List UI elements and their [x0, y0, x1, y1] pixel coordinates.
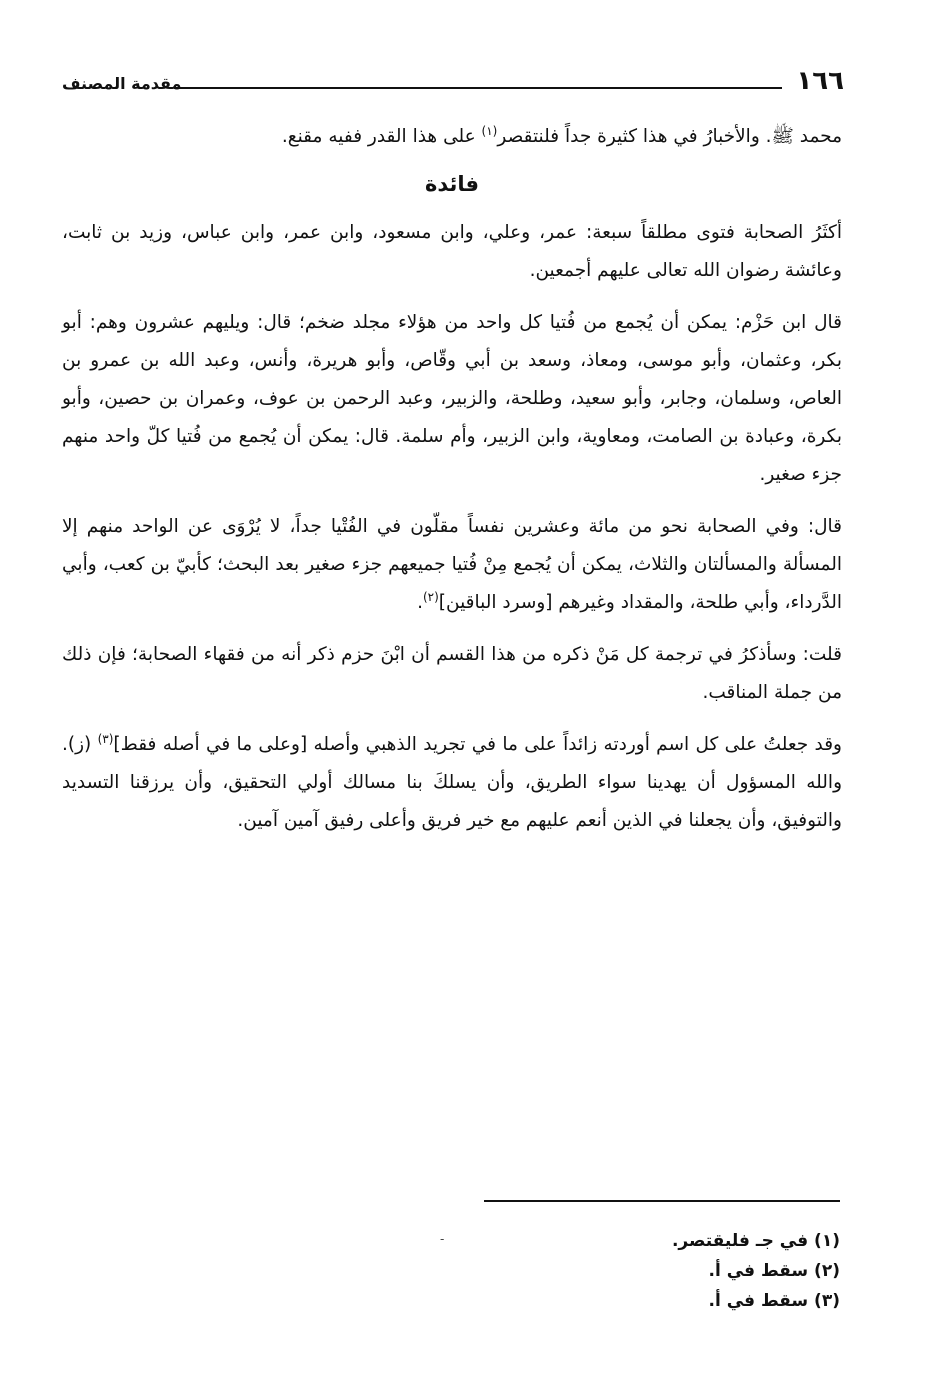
- footnote-2: (٢) سقط في أ.: [708, 1261, 840, 1281]
- scan-speck: -: [440, 1232, 445, 1246]
- footnote-ref-3: (٣): [97, 731, 114, 746]
- paragraph-0: [62, 118, 842, 156]
- running-title: مقدمة المصنف: [62, 74, 182, 93]
- page-number: ١٦٦: [796, 66, 844, 96]
- paragraph-5-text: وقد جعلتُ على كل اسم أوردته زائداً على ما في تجريد الذهبي وأصله [وعلى ما في أصله فقط]: [113, 734, 842, 755]
- footnotes: [480, 1226, 840, 1316]
- paragraph-3-end: .: [417, 592, 423, 613]
- footnote-ref-2: (٢): [422, 589, 439, 604]
- paragraph-1: أكثَرُ الصحابة فتوى مطلقاً سبعة: عمر، وعلي، وابن مسعود، وابن عمر، وابن عباس، وزيد بن ثابت، وعائشة رضوان الله تعالى عليهم أجمعين.: [62, 222, 842, 281]
- paragraph-2: قال ابن حَزْم: يمكن أن يُجمع من فُتيا كل واحد من هؤلاء مجلد ضخم؛ قال: ويليهم عشرون وهم: أبو بكر، وعثمان، وأبو موسى، ومعاذ، وسعد بن أبي وقّاص، وأبو هريرة، وأنس، وعبد الله بن عمرو بن العاص، وسلمان، وجابر، وأبو سعيد، وطلحة، والزبير، وعبد الرحمن بن عوف، وعمران بن حصين، وأبو بكرة، وعبادة بن الصامت، ومعاوية، وابن الزبير، وأم سلمة. قال: يمكن أن يُجمع من فُتيا كلّ واحد منهم جزء صغير.: [62, 312, 842, 485]
- page-header: [62, 62, 844, 102]
- paragraph-3-text: قال: وفي الصحابة نحو من مائة وعشرين نفساً مقلّون في الفُتْيا جداً، لا يُرْوَى عن الواحد منهم إلا المسألة والمسألتان والثلاث، يمكن أن يُجمع مِنْ فُتيا جميعهم جزء صغير بعد البحث؛ كأبيّ بن كعب، وأبي الدَّرداء، وأبي طلحة، والمقداد وغيرهم [وسرد الباقين]: [62, 516, 842, 613]
- main-text: [62, 118, 842, 854]
- paragraph-5: [62, 726, 842, 840]
- paragraph-3: [62, 508, 842, 622]
- paragraph-4: قلت: وسأذكرُ في ترجمة كل مَنْ ذكره من هذا القسم أن ابْنَ حزم ذكر أنه من فقهاء الصحابة؛ فإن ذلك من جملة المناقب.: [62, 644, 842, 703]
- footnote-3: (٣) سقط في أ.: [708, 1291, 840, 1311]
- footnote-separator: [484, 1200, 840, 1202]
- paragraph-0-end: على هذا القدر ففيه مقنع.: [281, 126, 482, 147]
- footnote-ref-1: (١): [481, 123, 498, 138]
- footnote-1: (١) في جـ فليقتصر.: [671, 1231, 840, 1251]
- header-rule: [174, 87, 782, 89]
- section-title: فائدة: [424, 172, 480, 196]
- paragraph-0-text: محمد ﷺ. والأخبارُ في هذا كثيرة جداً فلنتقصر: [497, 126, 842, 147]
- paragraph-5-end: (ز). والله المسؤول أن يهدينا سواء الطريق، وأن يسلكَ بنا مسالك أولي التحقيق، وأن يرزقنا التسديد والتوفيق، وأن يجعلنا في الذين أنعم عليهم مع خير فريق وأعلى رفيق آمين آمين.: [62, 734, 842, 831]
